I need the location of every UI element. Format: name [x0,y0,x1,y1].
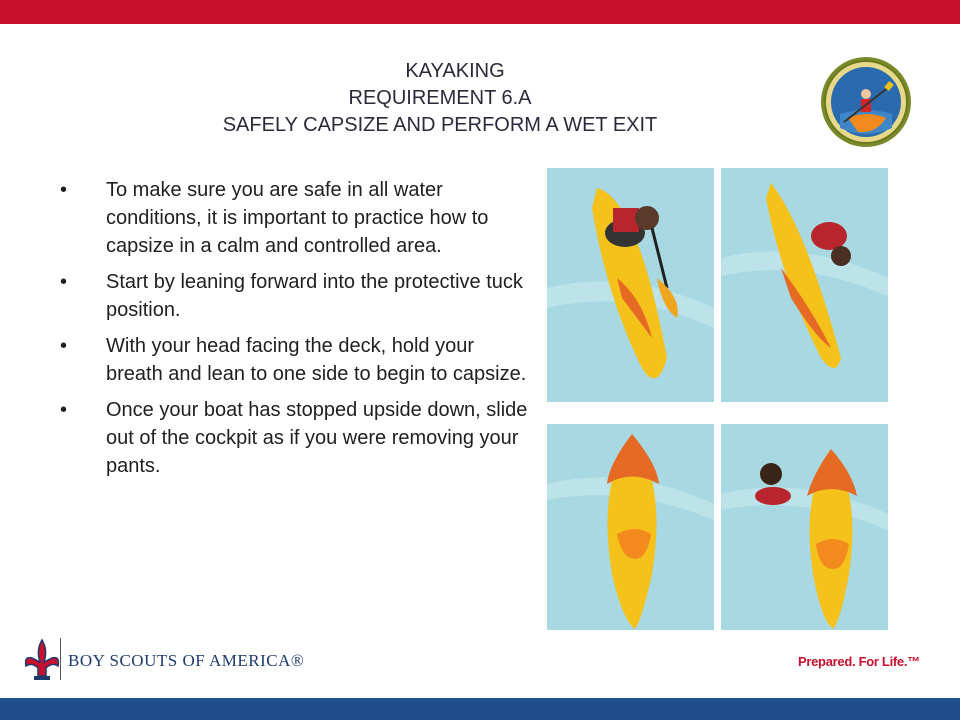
top-red-bar [0,0,960,24]
list-item [60,176,530,260]
bullet-list [60,176,530,488]
title-line-1: KAYAKING [405,60,505,82]
capsize-photo-grid [547,168,914,616]
merit-badge-kayaking [820,56,912,148]
title-line-2: REQUIREMENT 6.A [348,87,532,109]
bullet-text: Start by leaning forward into the protective tuck position. [106,271,523,321]
bottom-blue-bar [0,698,960,720]
tagline: Prepared. For Life.™ [798,654,920,669]
bullet-point: • [60,271,68,293]
list-item [60,268,530,324]
photo-wet-exit [721,410,888,644]
bullet-point: • [60,179,68,201]
photo-kayak-capsizing [721,168,888,402]
photo-kayak-upside-down [547,410,714,644]
bullet-text: With your head facing the deck, hold your breath and lean to one side to begin to capsize. [106,335,527,385]
slide-title [150,58,730,139]
title-line-3: SAFELY CAPSIZE AND PERFORM A WET EXIT [222,114,658,136]
bullet-point: • [60,399,68,421]
bullet-text: Once your boat has stopped upside down, slide out of the cockpit as if you were removing your pants. [106,399,528,477]
bullet-text: To make sure you are safe in all water conditions, it is important to practice how to capsize in a calm and controlled area. [106,179,489,257]
org-name: BOY SCOUTS OF AMERICA® [68,651,305,670]
bullet-point: • [60,335,68,357]
footer-divider [60,638,61,680]
list-item [60,332,530,388]
bsa-fleur-de-lis-logo [22,636,62,684]
list-item [60,396,530,480]
photo-kayak-lean [547,168,714,402]
